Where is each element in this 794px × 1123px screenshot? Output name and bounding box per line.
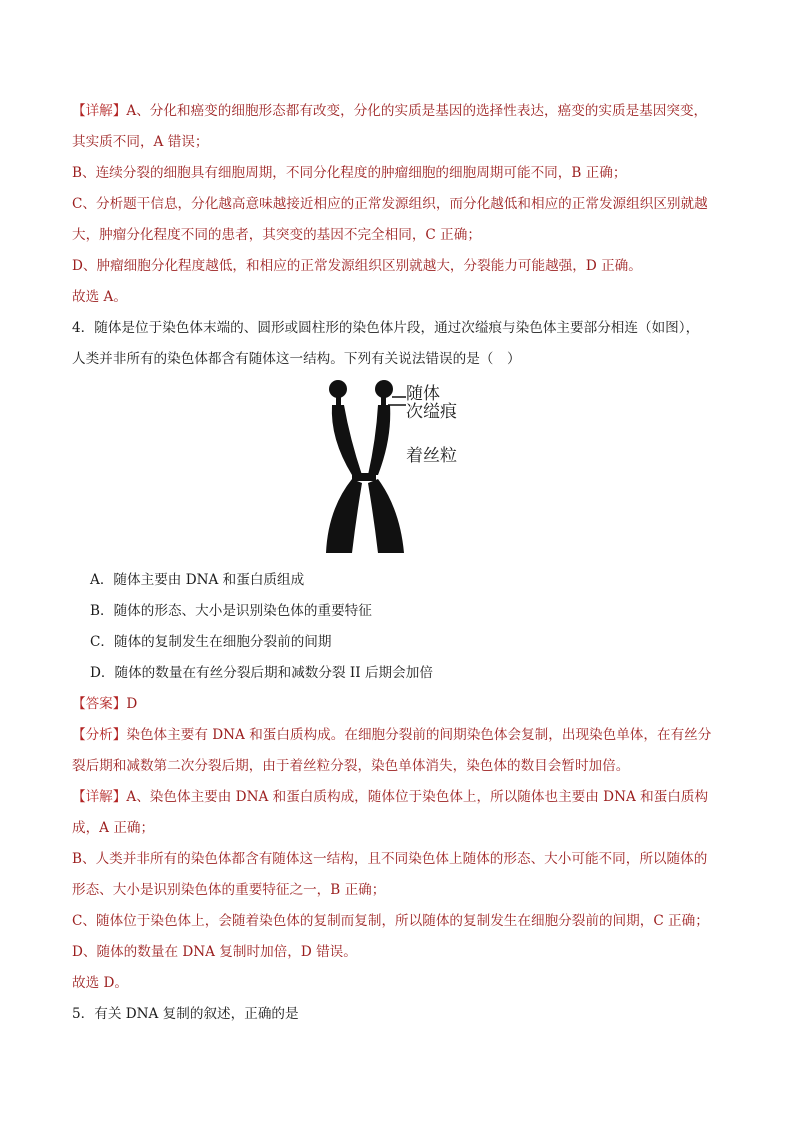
detail-q4-line-a1 [72,782,732,813]
answer-value: D [126,696,138,712]
analysis-line1 [72,720,732,751]
analysis-line2: 裂后期和减数第二次分裂后期，由于着丝粒分裂，染色单体消失，染色体的数目会暂时加倍。 [72,758,630,774]
analysis-tag: 【分析】 [72,727,127,743]
label-pointer-lines [384,379,406,439]
chromosome-figure [324,379,504,559]
detail-q4-line-b1: B、人类并非所有的染色体都含有随体这一结构，且不同染色体上随体的形态、大小可能不同，所以随体的 [72,851,708,867]
detail-q4-line-d: D、随体的数量在 DNA 复制时加倍，D 错误。 [72,944,357,960]
detail-line-b: B、连续分裂的细胞具有细胞周期，不同分化程度的肿瘤细胞的细胞周期可能不同，B 正确； [72,165,627,181]
detail-line-c2: 大，肿瘤分化程度不同的患者，其突变的基因不完全相同，C 正确； [72,227,481,243]
detail-tag-q4: 【详解】 [72,789,127,805]
detail-q4-line-a2: 成，A 正确； [72,820,155,836]
detail-q4-line-c: C、随体位于染色体上，会随着染色体的复制而复制，所以随体的复制发生在细胞分裂前的间期，C 正确； [72,913,709,929]
centromere-label: 着丝粒 [406,446,457,466]
detail-line-a1: A、分化和癌变的细胞形态都有改变，分化的实质是基因的选择性表达，癌变的实质是基因突变， [126,103,708,119]
detail-line-c1: C、分析题干信息，分化越高意味越接近相应的正常发源组织，而分化越低和相应的正常发源组织区别就越 [72,196,708,212]
answer-tag: 【答案】 [72,696,127,712]
detail-q4-a1-text: A、染色体主要由 DNA 和蛋白质构成，随体位于染色体上，所以随体也主要由 DNA 和蛋白质构 [126,789,709,805]
secondary-constriction-label: 次缢痕 [406,402,457,422]
option-b[interactable]: B．随体的形态、大小是识别染色体的重要特征 [90,603,372,619]
analysis-text1: 染色体主要有 DNA 和蛋白质构成。在细胞分裂前的间期染色体会复制，出现染色单体，在有丝分 [126,727,712,743]
question-5-stem: 5．有关 DNA 复制的叙述，正确的是 [72,1006,299,1022]
choose-answer-q3: 故选 A。 [72,289,127,305]
detail-paragraph-q3 [72,96,732,127]
answer-line [72,689,732,720]
detail-line-d: D、肿瘤细胞分化程度越低，和相应的正常发源组织区别就越大，分裂能力可能越强，D 正确。 [72,258,642,274]
detail-q4-line-b2: 形态、大小是识别染色体的重要特征之一，B 正确； [72,882,386,898]
option-d[interactable]: D．随体的数量在有丝分裂后期和减数分裂 II 后期会加倍 [90,665,433,681]
choose-answer-q4: 故选 D。 [72,975,129,991]
detail-tag: 【详解】 [72,103,127,119]
satellite-label: 随体 [406,384,440,404]
question-4-stem-line2: 人类并非所有的染色体都含有随体这一结构。下列有关说法错误的是（ ） [72,351,521,367]
option-c[interactable]: C．随体的复制发生在细胞分裂前的间期 [90,634,332,650]
option-a[interactable]: A．随体主要由 DNA 和蛋白质组成 [90,572,305,588]
question-4-stem-line1: 4．随体是位于染色体末端的、圆形或圆柱形的染色体片段，通过次缢痕与染色体主要部分相连（如图）， [72,320,700,336]
detail-line-a2: 其实质不同，A 错误； [72,134,209,150]
document-page [72,96,732,1030]
